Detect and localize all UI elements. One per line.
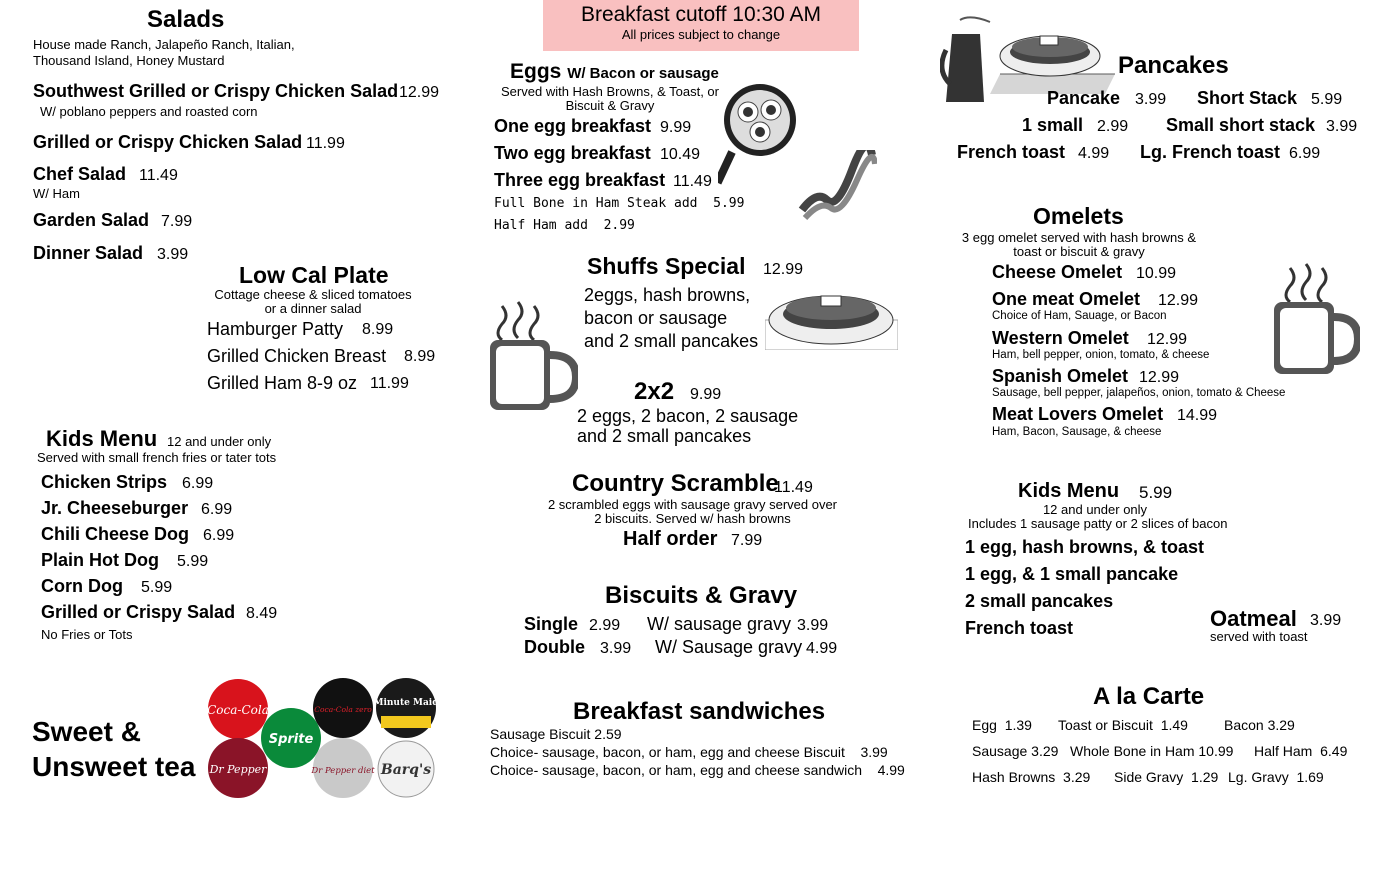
- egg-item-name: Two egg breakfast: [494, 143, 651, 163]
- kids-right-item: 1 egg, & 1 small pancake: [965, 564, 1179, 584]
- kids-item-price: 5.99: [177, 553, 209, 570]
- kids-item-price: 8.49: [246, 605, 278, 622]
- salad-item-name: Garden Salad: [33, 210, 150, 230]
- soda-label: Barq's: [380, 762, 432, 778]
- kids-menu-title: Kids Menu: [46, 426, 158, 451]
- a-la-carte-item: Lg. Gravy 1.69: [1228, 769, 1324, 785]
- salad-item-note: W/ Ham: [33, 186, 80, 201]
- salads-title: Salads: [147, 6, 225, 33]
- kids-item-name: Corn Dog: [41, 576, 123, 596]
- sandwich-line: Choice- sausage, bacon, or ham, egg and cheese sandwich 4.99: [490, 762, 905, 778]
- egg-addon: Half Ham add 2.99: [494, 218, 635, 233]
- kids-item-price: 6.99: [182, 475, 214, 492]
- soda-label: Sprite: [268, 732, 314, 747]
- omelet-item-price: 12.99: [1139, 369, 1180, 386]
- pancake-item-price: 6.99: [1289, 145, 1321, 162]
- kids-item-price: 6.99: [201, 501, 233, 518]
- biscuits-title: Biscuits & Gravy: [605, 582, 798, 609]
- a-la-carte-item: Bacon 3.29: [1224, 717, 1295, 733]
- salad-item-name: Southwest Grilled or Crispy Chicken Salad: [33, 81, 399, 101]
- a-la-carte-title: A la Carte: [1093, 683, 1205, 710]
- salad-item-price: 7.99: [161, 213, 193, 230]
- sprite-logo: [261, 708, 321, 768]
- oatmeal-price: 3.99: [1310, 612, 1342, 629]
- biscuits-row-extra: W/ sausage gravy: [647, 614, 792, 634]
- tea-line-1: Sweet &: [32, 716, 141, 747]
- coke-zero-logo: [313, 678, 373, 738]
- low-cal-item-name: Grilled Ham 8-9 oz: [207, 373, 358, 393]
- pancakes-title: Pancakes: [1118, 52, 1229, 79]
- soda-label: Coca-Cola: [207, 703, 269, 717]
- kids-menu-note: No Fries or Tots: [41, 627, 133, 642]
- soda-label: Dr Pepper: [209, 763, 267, 776]
- pancake-item-name: Small short stack: [1166, 115, 1316, 135]
- low-cal-item-name: Hamburger Patty: [207, 319, 344, 339]
- low-cal-desc-1: Cottage cheese & sliced tomatoes: [214, 287, 412, 302]
- soda-label: Dr Pepper diet: [311, 766, 375, 776]
- omelet-item-price: 14.99: [1177, 407, 1218, 424]
- egg-item-name: One egg breakfast: [494, 116, 652, 136]
- kids-item-name: Chili Cheese Dog: [41, 524, 190, 544]
- soda-logos: [205, 676, 440, 801]
- eggs-desc-2: Biscuit & Gravy: [565, 98, 655, 113]
- barqs-logo: [378, 741, 434, 797]
- a-la-carte-item: Hash Browns 3.29: [972, 769, 1091, 785]
- kids-item-name: Jr. Cheeseburger: [41, 498, 189, 518]
- omelets-desc-1: 3 egg omelet served with hash browns &: [961, 230, 1197, 245]
- kids-right-item: French toast: [965, 618, 1074, 638]
- two-by-two-title: 2x2: [634, 378, 675, 405]
- eggs-title: Eggs W/ Bacon or sausage: [510, 60, 719, 83]
- pancake-item-name: Short Stack: [1197, 88, 1298, 108]
- pancake-item-name: Pancake: [1047, 88, 1121, 108]
- half-order-price: 7.99: [731, 532, 763, 549]
- omelet-item-note: Sausage, bell pepper, jalapeños, onion, tomato & Cheese: [992, 387, 1286, 399]
- banner-title: Breakfast cutoff 10:30 AM: [580, 3, 822, 26]
- breakfast-cutoff-banner: [543, 0, 859, 51]
- omelet-item-name: Spanish Omelet: [992, 366, 1129, 386]
- egg-item-price: 9.99: [660, 119, 692, 136]
- dr-pepper-logo: [208, 738, 268, 798]
- kids-menu-right-price: 5.99: [1139, 483, 1173, 502]
- scramble-desc-1: 2 scrambled eggs with sausage gravy served over: [547, 497, 838, 512]
- coca-cola-logo: [207, 679, 269, 739]
- salads-dressings-1: House made Ranch, Jalapeño Ranch, Italian,: [33, 37, 295, 52]
- sandwich-line: Choice- sausage, bacon, or ham, egg and cheese Biscuit 3.99: [490, 744, 888, 760]
- coffee-mug-icon: [1270, 262, 1360, 377]
- biscuits-row-name: Double: [524, 637, 585, 657]
- salad-item-name: Grilled or Crispy Chicken Salad: [33, 132, 303, 152]
- kids-item-price: 5.99: [141, 579, 173, 596]
- omelet-item-name: One meat Omelet: [992, 289, 1141, 309]
- omelet-item-price: 10.99: [1136, 265, 1177, 282]
- omelets-desc-2: toast or biscuit & gravy: [1013, 244, 1145, 259]
- biscuits-row-name: Single: [524, 614, 579, 634]
- omelet-item-note: Ham, Bacon, Sausage, & cheese: [992, 426, 1162, 438]
- bacon-icon: [797, 150, 877, 222]
- diet-dr-pepper-logo: [310, 738, 375, 798]
- pancake-item-price: 2.99: [1097, 118, 1129, 135]
- kids-right-item: 1 egg, hash browns, & toast: [965, 537, 1205, 557]
- kids-menu-right-sub-1: 12 and under only: [1042, 502, 1148, 517]
- frying-pan-eggs-icon: [718, 80, 803, 190]
- omelet-item-name: Cheese Omelet: [992, 262, 1123, 282]
- omelet-item-price: 12.99: [1158, 292, 1199, 309]
- kids-menu-desc: Served with small french fries or tater tots: [37, 450, 277, 465]
- pancake-plate-icon: [765, 278, 898, 350]
- egg-item-price: 10.49: [660, 146, 701, 163]
- kids-item-name: Chicken Strips: [41, 472, 168, 492]
- biscuits-row-extra: W/ Sausage gravy: [655, 637, 803, 657]
- biscuits-row-extra-price: 4.99: [806, 640, 838, 657]
- low-cal-desc-2: or a dinner salad: [264, 301, 362, 316]
- pancake-item-price: 5.99: [1311, 91, 1343, 108]
- minute-maid-logo: [374, 678, 440, 738]
- pancake-item-price: 3.99: [1326, 118, 1358, 135]
- salad-item-name: Dinner Salad: [33, 243, 144, 263]
- oatmeal-title: Oatmeal: [1210, 606, 1297, 631]
- low-cal-title: Low Cal Plate: [239, 262, 389, 288]
- banner-subtitle: All prices subject to change: [621, 27, 781, 42]
- kids-right-item: 2 small pancakes: [965, 591, 1114, 611]
- a-la-carte-item: Whole Bone in Ham 10.99: [1070, 743, 1234, 759]
- a-la-carte-item: Sausage 3.29: [972, 743, 1059, 759]
- biscuits-row-price: 3.99: [600, 640, 632, 657]
- biscuits-row-extra-price: 3.99: [797, 617, 829, 634]
- tea-line-2: Unsweet tea: [32, 751, 196, 782]
- kids-menu-right-title: Kids Menu: [1018, 480, 1120, 502]
- a-la-carte-item: Egg 1.39: [972, 717, 1032, 733]
- egg-item-price: 11.49: [673, 173, 712, 190]
- scramble-price: 11.49: [774, 479, 813, 496]
- a-la-carte-item: Side Gravy 1.29: [1114, 769, 1219, 785]
- egg-addon: Full Bone in Ham Steak add 5.99: [494, 196, 745, 211]
- omelet-item-price: 12.99: [1147, 331, 1188, 348]
- two-by-two-price: 9.99: [690, 386, 722, 403]
- shuffs-line: and 2 small pancakes: [584, 331, 759, 351]
- salads-dressings-2: Thousand Island, Honey Mustard: [33, 53, 225, 68]
- omelet-item-name: Meat Lovers Omelet: [992, 404, 1164, 424]
- oatmeal-note: served with toast: [1210, 629, 1308, 644]
- omelets-title: Omelets: [1033, 203, 1124, 229]
- kids-item-name: Grilled or Crispy Salad: [41, 602, 236, 622]
- pancake-item-price: 4.99: [1078, 145, 1110, 162]
- kids-menu-subtitle: 12 and under only: [167, 434, 272, 449]
- sandwich-line: Sausage Biscuit 2.59: [490, 726, 622, 742]
- omelet-item-note: Ham, bell pepper, onion, tomato, & cheese: [992, 349, 1210, 361]
- soda-label: Minute Maid: [373, 698, 439, 708]
- biscuits-row-price: 2.99: [589, 617, 621, 634]
- two-by-two-line: and 2 small pancakes: [577, 426, 752, 446]
- shuffs-title: Shuffs Special: [587, 253, 746, 279]
- eggs-desc-1: Served with Hash Browns, & Toast, or: [501, 84, 719, 99]
- salad-item-price: 12.99: [399, 84, 440, 101]
- pancake-item-price: 3.99: [1135, 91, 1167, 108]
- shuffs-price: 12.99: [763, 261, 804, 278]
- pancake-item-name: Lg. French toast: [1140, 142, 1281, 162]
- salad-item-note: W/ poblano peppers and roasted corn: [40, 104, 258, 119]
- half-order-label: Half order: [623, 528, 718, 550]
- salad-item-price: 11.99: [306, 135, 345, 152]
- low-cal-item-price: 11.99: [370, 375, 409, 392]
- a-la-carte-item: Half Ham 6.49: [1254, 743, 1348, 759]
- kids-item-name: Plain Hot Dog: [41, 550, 159, 570]
- low-cal-item-name: Grilled Chicken Breast: [207, 346, 387, 366]
- coffee-mug-icon: [488, 300, 578, 415]
- shuffs-line: bacon or sausage: [584, 308, 728, 328]
- soda-label: Coca-Cola zero: [314, 705, 372, 714]
- salad-item-price: 11.49: [139, 167, 178, 184]
- pancake-item-name: French toast: [957, 142, 1066, 162]
- scramble-title: Country Scramble: [572, 470, 779, 497]
- two-by-two-line: 2 eggs, 2 bacon, 2 sausage: [577, 406, 799, 426]
- salad-item-price: 3.99: [157, 246, 189, 263]
- omelet-item-note: Choice of Ham, Sauage, or Bacon: [992, 310, 1167, 322]
- kids-menu-right-sub-2: Includes 1 sausage patty or 2 slices of bacon: [968, 516, 1228, 531]
- scramble-desc-2: 2 biscuits. Served w/ hash browns: [594, 511, 791, 526]
- pancake-item-name: 1 small: [1022, 115, 1084, 135]
- low-cal-item-price: 8.99: [404, 348, 436, 365]
- egg-item-name: Three egg breakfast: [494, 170, 666, 190]
- sandwiches-title: Breakfast sandwiches: [573, 698, 826, 725]
- salad-item-name: Chef Salad: [33, 164, 127, 184]
- omelet-item-name: Western Omelet: [992, 328, 1129, 348]
- kids-item-price: 6.99: [203, 527, 235, 544]
- a-la-carte-item: Toast or Biscuit 1.49: [1058, 717, 1188, 733]
- shuffs-line: 2eggs, hash browns,: [584, 285, 751, 305]
- low-cal-item-price: 8.99: [362, 321, 394, 338]
